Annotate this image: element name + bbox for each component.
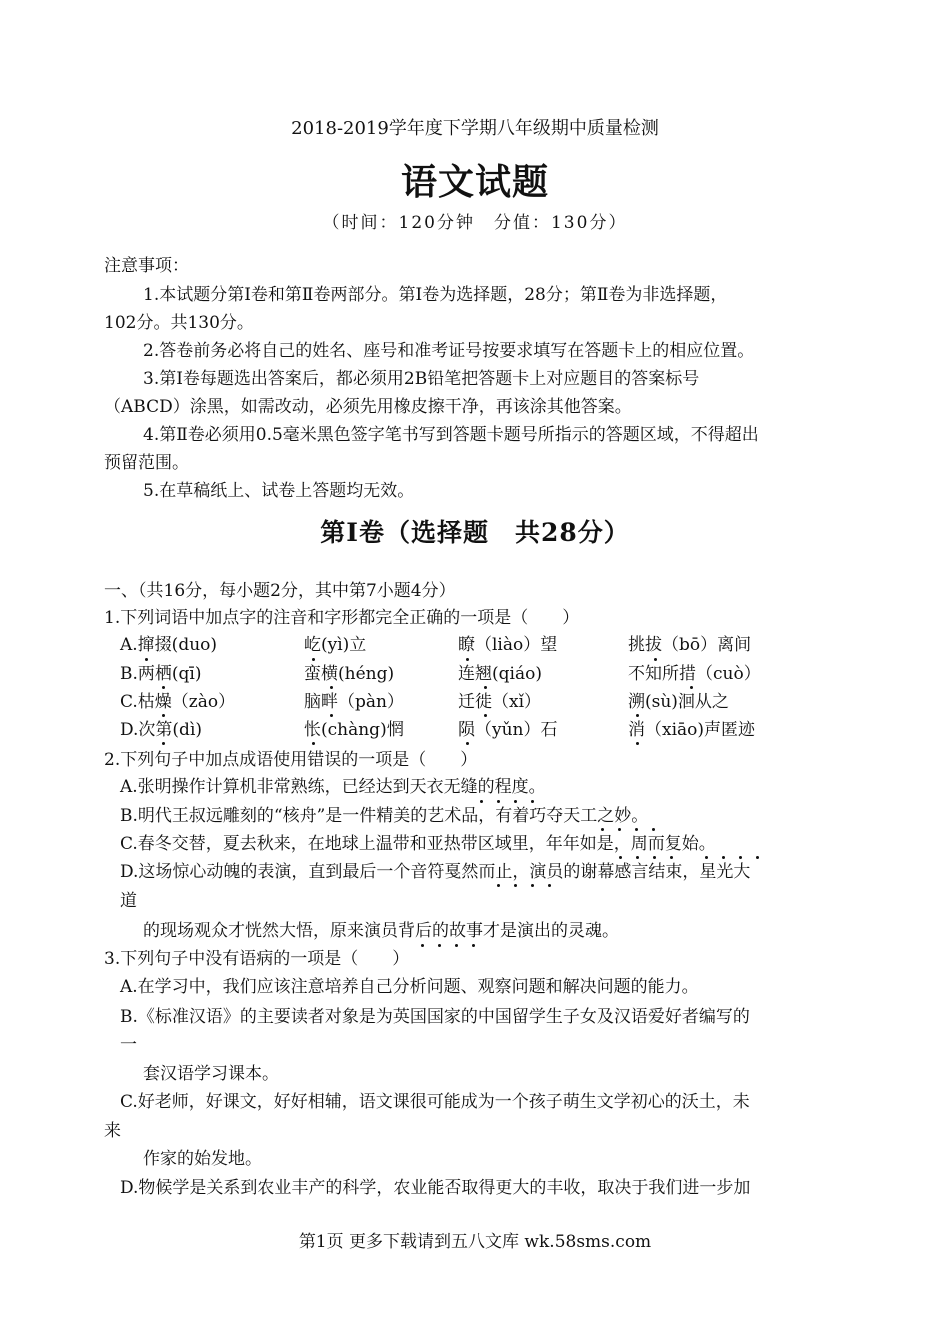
- emphasis-dot: [466, 658, 469, 661]
- emphasis-dot: [601, 828, 604, 831]
- emphasis-dot: [312, 658, 315, 661]
- q1-option-d-word2: 怅(chàng)惘: [304, 720, 404, 740]
- emphasis-dot: [653, 856, 656, 859]
- exam-subtitle: 2018-2019学年度下学期八年级期中质量检测: [291, 118, 659, 139]
- emphasis-dot: [654, 658, 657, 661]
- q3-option-d: D.物候学是关系到农业丰产的科学，农业能否取得更大的丰收，取决于我们进一步加: [120, 1178, 751, 1198]
- notice-line: 1.本试题分第Ⅰ卷和第Ⅱ卷两部分。第Ⅰ卷为选择题，28分；第Ⅱ卷为非选择题，: [143, 285, 728, 305]
- emphasis-dot: [484, 686, 487, 689]
- q2-option-d-wrap: 道: [120, 891, 137, 911]
- emphasis-dot: [312, 742, 315, 745]
- emphasis-dot: [690, 686, 693, 689]
- question-3-stem: 3.下列句子中没有语病的一项是（ ）: [104, 949, 410, 969]
- emphasis-dot: [756, 856, 759, 859]
- q3-option-c-wrap: 来: [104, 1121, 121, 1141]
- q1-option-a-word4: 挑拔（bō）离间: [628, 635, 752, 655]
- notice-line: 102分。共130分。: [104, 313, 254, 333]
- q1-option-b-word2: 蛮横(héng): [304, 664, 395, 684]
- emphasis-dot: [497, 884, 500, 887]
- part1-heading: 第Ⅰ卷（选择题 共28分）: [320, 518, 630, 547]
- q1-option-c-word1: C.枯燥（zào）: [120, 692, 236, 712]
- notice-line: 5.在草稿纸上、试卷上答题均无效。: [143, 481, 415, 501]
- emphasis-dot: [484, 714, 487, 717]
- notice-line: 4.第Ⅱ卷必须用0.5毫米黑色签字笔书写到答题卡题号所指示的答题区域，不得超出: [143, 425, 759, 445]
- emphasis-dot: [636, 742, 639, 745]
- emphasis-dot: [514, 884, 517, 887]
- q3-option-b-continued: 套汉语学习课本。: [143, 1064, 279, 1084]
- q1-option-a-word3: 瞭（liào）望: [458, 635, 558, 655]
- emphasis-dot: [636, 714, 639, 717]
- emphasis-dot: [455, 944, 458, 947]
- emphasis-dot: [722, 856, 725, 859]
- q3-option-c: C.好老师，好课文，好好相辅，语文课很可能成为一个孩子萌生文学初心的沃土，未: [120, 1092, 750, 1112]
- notice-line: 预留范围。: [104, 453, 189, 473]
- emphasis-dot: [548, 884, 551, 887]
- emphasis-dot: [635, 828, 638, 831]
- notice-heading: 注意事项：: [104, 256, 189, 276]
- q3-option-a: A.在学习中，我们应该注意培养自己分析问题、观察问题和解决问题的能力。: [120, 977, 699, 997]
- q2-option-b: B.明代王叔远雕刻的“核舟”是一件精美的艺术品，有着巧夺天工之妙。: [120, 806, 649, 826]
- emphasis-dot: [619, 856, 622, 859]
- emphasis-dot: [438, 944, 441, 947]
- emphasis-dot: [514, 800, 517, 803]
- notice-line: （ABCD）涂黑，如需改动，必须先用橡皮擦干净，再该涂其他答案。: [104, 397, 632, 417]
- emphasis-dot: [466, 742, 469, 745]
- q2-option-d: D.这场惊心动魄的表演，直到最后一个音符戛然而止，演员的谢幕感言结束，星光大: [120, 862, 751, 882]
- q1-option-d-word4: 消（xiāo)声匿迹: [628, 720, 756, 740]
- emphasis-dot: [531, 884, 534, 887]
- q1-option-c-word3: 迁徙（xǐ）: [458, 692, 542, 712]
- emphasis-dot: [705, 856, 708, 859]
- emphasis-dot: [330, 686, 333, 689]
- part1-intro: 一、（共16分，每小题2分，其中第7小题4分）: [104, 581, 456, 601]
- q1-option-c-word2: 脑畔（pàn）: [304, 692, 404, 712]
- q1-option-d-word3: 陨（yǔn）石: [458, 720, 558, 740]
- emphasis-dot: [670, 856, 673, 859]
- q2-option-d-continued: 的现场观众才恍然大悟，原来演员背后的故事才是演出的灵魂。: [143, 921, 619, 941]
- emphasis-dot: [739, 856, 742, 859]
- q1-option-b-word3: 连翘(qiáo): [458, 664, 542, 684]
- exam-time-score: （时间：120分钟 分值：130分）: [322, 213, 628, 233]
- page-footer: 第1页 更多下载请到五八文库 wk.58sms.com: [298, 1232, 652, 1252]
- emphasis-dot: [162, 742, 165, 745]
- exam-title: 语文试题: [400, 161, 549, 203]
- emphasis-dot: [162, 686, 165, 689]
- emphasis-dot: [652, 828, 655, 831]
- notice-line: 3.第Ⅰ卷每题选出答案后，都必须用2B铅笔把答题卡上对应题目的答案标号: [143, 369, 700, 389]
- q1-option-d-word1: D.次第(dì): [120, 720, 203, 740]
- q3-option-b: B.《标准汉语》的主要读者对象是为英国国家的中国留学生子女及汉语爱好者编写的: [120, 1007, 750, 1027]
- q1-option-a-word2: 屹(yì)立: [304, 635, 367, 655]
- q2-option-a: A.张明操作计算机非常熟练，已经达到天衣无缝的程度。: [120, 777, 546, 797]
- q1-option-a-word1: A.撺掇(duo): [120, 635, 218, 655]
- notice-line: 2.答卷前务必将自己的姓名、座号和准考证号按要求填写在答题卡上的相应位置。: [143, 341, 755, 361]
- emphasis-dot: [497, 800, 500, 803]
- emphasis-dot: [636, 856, 639, 859]
- q3-option-b-wrap: 一: [120, 1035, 137, 1055]
- question-2-stem: 2.下列句子中加点成语使用错误的一项是（ ）: [104, 750, 478, 770]
- emphasis-dot: [472, 944, 475, 947]
- q2-option-c: C.春冬交替，夏去秋来，在地球上温带和亚热带区域里，年年如是，周而复始。: [120, 834, 716, 854]
- emphasis-dot: [145, 658, 148, 661]
- q1-option-b-word4: 不知所措（cuò）: [628, 664, 761, 684]
- emphasis-dot: [421, 944, 424, 947]
- emphasis-dot: [618, 828, 621, 831]
- q1-option-b-word1: B.两栖(qī): [120, 664, 202, 684]
- q1-option-c-word4: 溯(sù)洄从之: [628, 692, 729, 712]
- q3-option-c-continued: 作家的始发地。: [143, 1149, 262, 1169]
- emphasis-dot: [162, 714, 165, 717]
- emphasis-dot: [480, 800, 483, 803]
- question-1-stem: 1.下列词语中加点字的注音和字形都完全正确的一项是（ ）: [104, 608, 580, 628]
- emphasis-dot: [531, 800, 534, 803]
- emphasis-dot: [330, 714, 333, 717]
